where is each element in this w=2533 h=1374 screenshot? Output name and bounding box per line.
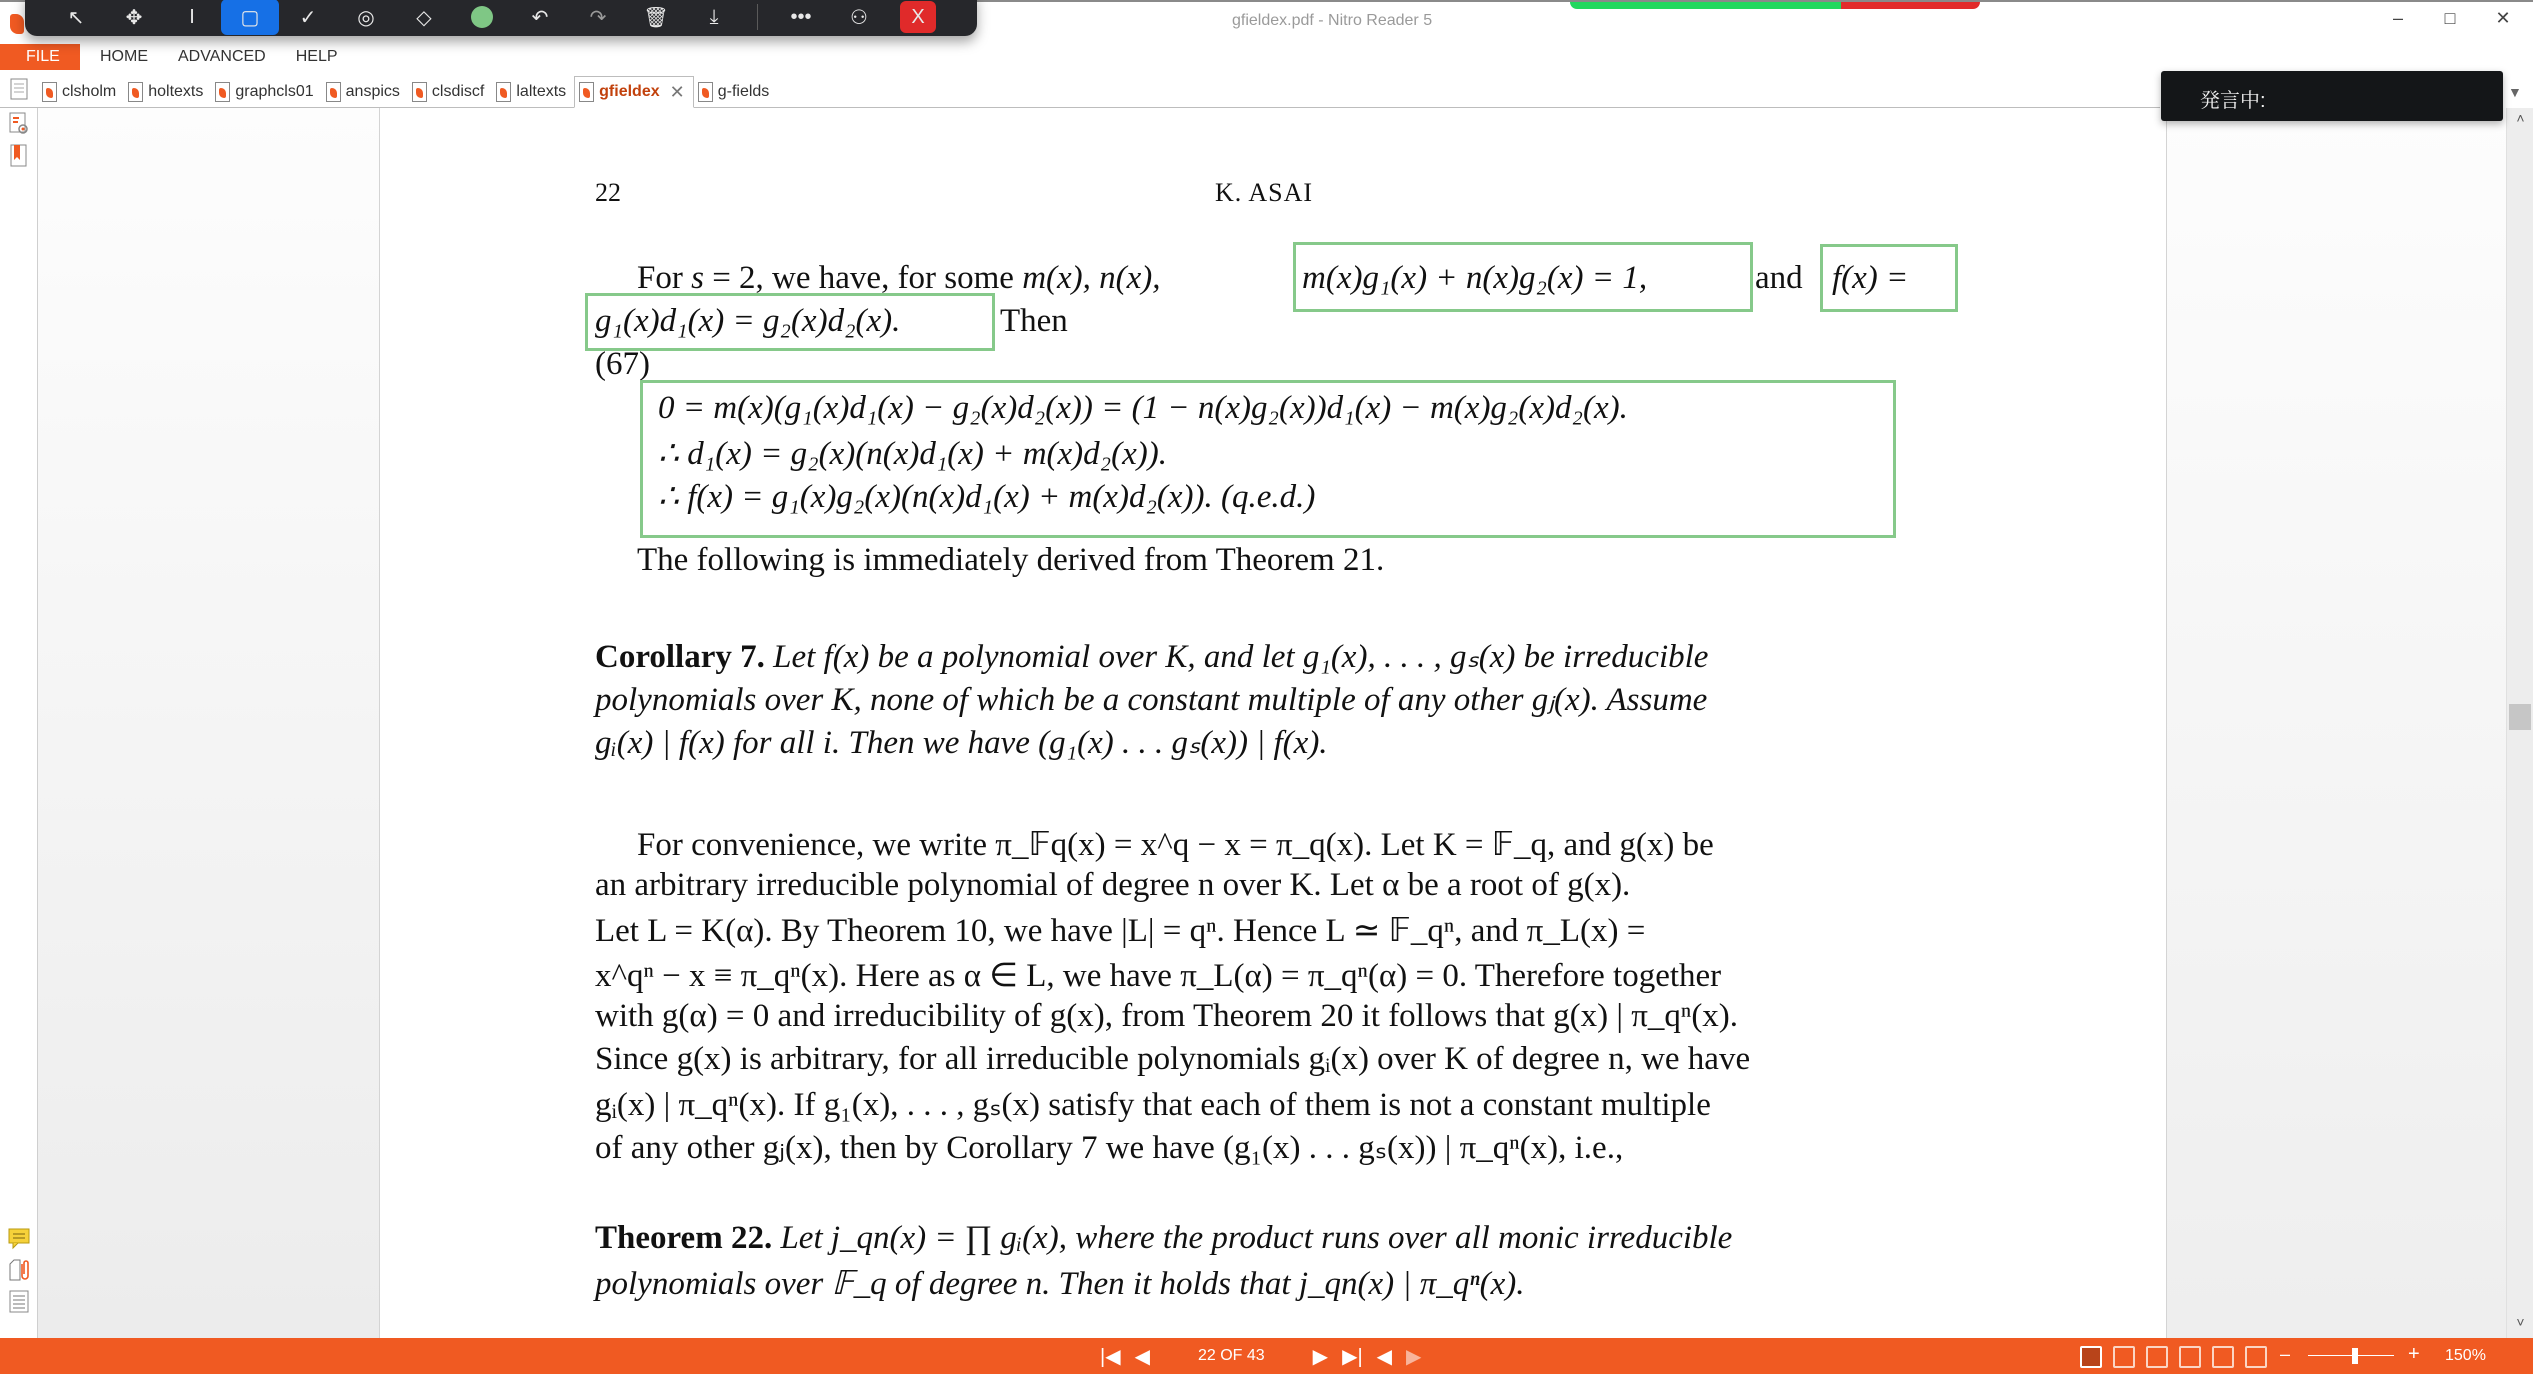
menu-help[interactable]: HELP (295, 48, 338, 65)
pan-tool-icon[interactable]: ✥ (125, 6, 143, 29)
bookmark-icon[interactable] (8, 144, 30, 168)
tab-clsdiscf[interactable] (408, 77, 492, 107)
corollary-line-2: polynomials over K, none of which be a constant multiple of any other gⱼ(x). Assume (595, 682, 1708, 718)
tab-label: gfieldex (599, 83, 660, 100)
text-cursor-tool-icon[interactable]: I (189, 5, 195, 28)
scroll-up-icon[interactable]: ˄ (2516, 110, 2525, 126)
more-options-icon[interactable]: ••• (790, 5, 812, 28)
para2-line-8: of any other gⱼ(x), then by Corollary 7 we have (g₁(x) . . . gₛ(x)) | π_qⁿ(x), i.e., (595, 1130, 1624, 1166)
select-tool-icon[interactable]: ↖ (67, 6, 85, 29)
left-gray-pane (38, 108, 380, 1338)
following-text: The following is immediately derived from Theorem 21. (637, 542, 1385, 578)
vertical-scrollbar[interactable] (2506, 108, 2533, 1338)
tab-anspics[interactable] (322, 77, 408, 107)
tab-label: laltexts (516, 83, 567, 100)
pdf-file-icon (698, 82, 713, 102)
forward-view-icon[interactable]: ▶ (1406, 1345, 1422, 1368)
annotation-rectangle[interactable] (1820, 244, 1958, 312)
para2-line-6: Since g(x) is arbitrary, for all irreducible polynomials gᵢ(x) over K of degree n, we have (595, 1041, 1751, 1077)
zoom-in-button[interactable]: + (2408, 1343, 2420, 1365)
annotation-rectangle[interactable] (1293, 242, 1753, 312)
pdf-file-icon (496, 82, 511, 102)
tab-g-fields[interactable] (694, 77, 778, 107)
scrollbar-thumb[interactable] (2509, 704, 2531, 730)
text: Let f(x) be a polynomial over K, and let g₁(x), . . . , gₛ(x) be irreducible (773, 639, 1709, 675)
menu-home[interactable]: HOME (100, 48, 148, 65)
equation-line-3: ∴ f(x) = g₁(x)g₂(x)(n(x)d₁(x) + m(x)d₂(x)). (q.e.d.) (658, 479, 1316, 515)
menu-bar (0, 44, 2533, 70)
pdf-file-icon (128, 82, 143, 102)
zoom-slider-thumb[interactable] (2352, 1348, 2358, 1364)
equation-line-1: 0 = m(x)(g₁(x)d₁(x) − g₂(x)d₂(x)) = (1 − n(x)g₂(x))d₁(x) − m(x)g₂(x)d₂(x). (658, 390, 1628, 426)
running-head: K. ASAI (1215, 178, 1314, 207)
nitro-logo-icon (10, 14, 24, 34)
theorem-line-1 (595, 1220, 1732, 1257)
eraser-tool-icon[interactable]: ◇ (416, 6, 432, 29)
text: For (637, 260, 692, 296)
single-page-view-icon[interactable] (2080, 1346, 2102, 1368)
annotation-toolbar (25, 0, 977, 36)
corollary-line-1 (595, 636, 1708, 676)
tabs-dropdown-icon[interactable]: ▼ (2508, 84, 2522, 100)
tab-label: holtexts (148, 83, 204, 100)
menu-advanced[interactable]: ADVANCED (178, 48, 266, 65)
attachments-icon[interactable] (8, 1258, 30, 1282)
close-toolbar-button[interactable]: X (900, 1, 936, 33)
page-navigation (1100, 1338, 1421, 1374)
menu-file[interactable]: FILE (0, 44, 80, 70)
corollary-line-3: gᵢ(x) | f(x) for all i. Then we have (g₁(x) . . . gₛ(x)) | f(x). (595, 725, 1328, 761)
continuous-view-icon[interactable] (2113, 1346, 2135, 1368)
green-color-swatch-icon (471, 6, 493, 28)
page-indicator[interactable]: 22 OF 43 (1197, 1347, 1265, 1364)
facing-continuous-view-icon[interactable] (2179, 1346, 2201, 1368)
status-bar (0, 1338, 2533, 1374)
speaking-indicator-popup: 発言中: (2161, 71, 2503, 121)
pdf-file-icon (579, 82, 594, 102)
boxed-math-2: f(x) = (1832, 260, 1909, 296)
minimize-button[interactable]: – (2392, 8, 2403, 28)
equation-label: (67) (595, 346, 650, 382)
close-window-button[interactable]: ✕ (2495, 8, 2511, 28)
tab-graphcls01[interactable] (211, 77, 321, 107)
math-var: s (691, 260, 704, 296)
rectangle-tool-icon[interactable]: ▢ (221, 0, 279, 35)
tab-gfieldex[interactable] (574, 76, 694, 108)
next-page-icon[interactable]: ▶ (1312, 1345, 1329, 1368)
para1-line1 (595, 260, 1161, 297)
tab-label: graphcls01 (235, 83, 314, 100)
corollary-label: Corollary 7. (595, 639, 765, 675)
document-tabs (0, 72, 2160, 108)
tab-label: clsholm (62, 83, 117, 100)
check-tool-icon[interactable]: ✓ (299, 6, 317, 29)
text-and: and (1755, 260, 1803, 296)
right-gray-pane (2166, 108, 2506, 1338)
boxed-math-1: m(x)g₁(x) + n(x)g₂(x) = 1, (1302, 260, 1648, 296)
left-panel-strip (0, 108, 38, 1338)
para2-line-5: with g(α) = 0 and irreducibility of g(x), from Theorem 20 it follows that g(x) | π_qⁿ(x). (595, 998, 1739, 1034)
para2-line-4: x^qⁿ − x ≡ π_qⁿ(x). Here as α ∈ L, we have π_L(α) = π_qⁿ(α) = 0. Therefore together (595, 958, 1722, 994)
stamp-tool-icon[interactable]: ◎ (357, 6, 375, 29)
annotation-rectangle[interactable] (585, 293, 995, 351)
back-view-icon[interactable]: ◀ (1376, 1345, 1393, 1368)
close-tab-icon[interactable]: ✕ (669, 81, 685, 102)
trash-icon[interactable]: 🗑 (643, 6, 669, 29)
tab-label: g-fields (717, 83, 770, 100)
zoom-slider[interactable] (2308, 1355, 2394, 1356)
undo-icon[interactable]: ↶ (531, 6, 549, 29)
maximize-button[interactable]: □ (2444, 8, 2456, 28)
zoom-out-button[interactable]: – (2280, 1344, 2291, 1364)
presentation-view-icon[interactable] (2212, 1346, 2234, 1368)
scroll-down-icon[interactable]: ˅ (2516, 1314, 2525, 1330)
comments-icon[interactable] (8, 1226, 30, 1250)
window-title: gfieldex.pdf - Nitro Reader 5 (1232, 12, 1433, 29)
para2-line-1: For convenience, we write π_𝔽q(x) = x^q − x = π_q(x). Let K = 𝔽_q, and g(x) be (637, 827, 1714, 863)
toolbar-divider (757, 4, 758, 30)
redo-icon[interactable]: ↷ (589, 6, 607, 29)
math: m(x), n(x), (1022, 260, 1161, 296)
color-picker-button[interactable] (453, 0, 511, 35)
tab-laltexts[interactable] (492, 77, 574, 107)
pdf-file-icon (215, 82, 230, 102)
prev-page-icon[interactable]: ◀ (1134, 1345, 1150, 1368)
first-page-icon[interactable]: |◀ (1100, 1345, 1121, 1368)
tab-label: clsdiscf (431, 83, 485, 100)
recording-progress-indicator (1570, 2, 1980, 9)
tab-clsholm[interactable] (38, 77, 124, 107)
outline-list-icon[interactable] (8, 1290, 30, 1314)
pdf-file-icon (42, 82, 57, 102)
zoom-level[interactable]: 150% (2445, 1347, 2486, 1364)
facing-view-icon[interactable] (2146, 1346, 2168, 1368)
search-document-icon[interactable] (8, 112, 30, 136)
presentation-facing-view-icon[interactable] (2245, 1346, 2267, 1368)
pages-panel-icon[interactable] (0, 71, 38, 107)
page-number: 22 (595, 178, 621, 207)
tab-holtexts[interactable] (124, 77, 211, 107)
pdf-file-icon (412, 82, 427, 102)
theorem-line-2: polynomials over 𝔽_q of degree n. Then it holds that j_qn(x) | π_qⁿ(x). (595, 1266, 1525, 1302)
theorem-label: Theorem 22. (595, 1220, 773, 1256)
text: = 2, we have, for some (703, 260, 1023, 296)
boxed-math-3: g₁(x)d₁(x) = g₂(x)d₂(x). (595, 303, 901, 339)
page-layout-buttons (2080, 1342, 2267, 1372)
equation-line-2: ∴ d₁(x) = g₂(x)(n(x)d₁(x) + m(x)d₂(x)). (658, 436, 1167, 472)
pdf-file-icon (326, 82, 341, 102)
para2-line-7: gᵢ(x) | π_qⁿ(x). If g₁(x), . . . , gₛ(x) satisfy that each of them is not a constant multiple (595, 1087, 1711, 1123)
para2-line-2: an arbitrary irreducible polynomial of degree n over K. Let α be a root of g(x). (595, 867, 1631, 903)
pdf-page (380, 108, 2166, 1338)
para2-line-3: Let L = K(α). By Theorem 10, we have |L| = qⁿ. Hence L ≃ 𝔽_qⁿ, and π_L(x) = (595, 913, 1646, 949)
download-icon[interactable]: ⤓ (709, 5, 719, 28)
tab-label: anspics (345, 83, 400, 100)
text-then: Then (1000, 303, 1068, 339)
last-page-icon[interactable]: ▶| (1342, 1345, 1363, 1368)
user-shield-icon[interactable]: ⚇ (850, 6, 868, 29)
text: Let j_qn(x) = ∏ gᵢ(x), where the product runs over all monic irreducible (780, 1220, 1733, 1256)
